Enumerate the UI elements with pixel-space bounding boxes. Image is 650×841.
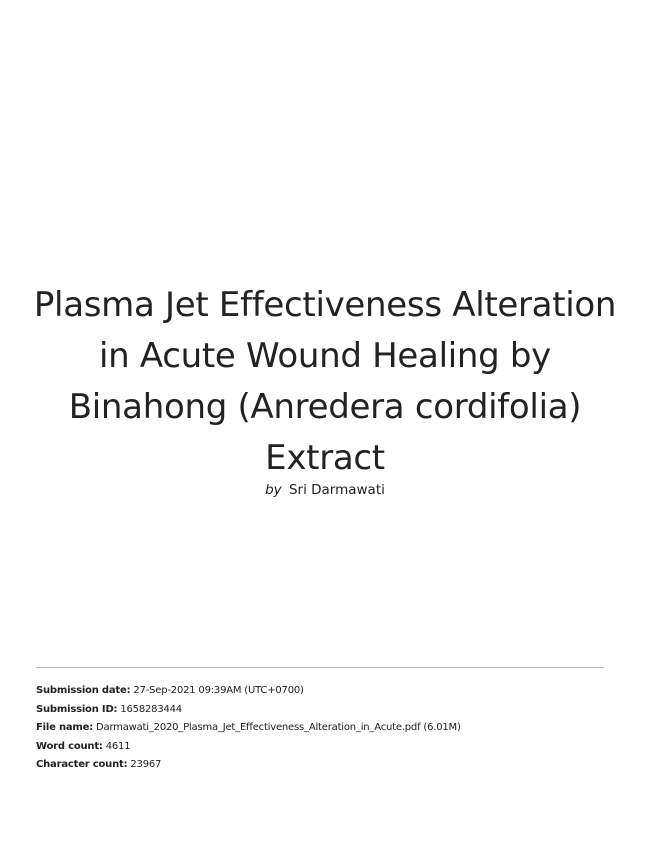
submission-metadata [36,682,616,775]
file-name-row [36,719,616,738]
submission-id-label: Submission ID: [36,703,118,715]
document-title: Plasma Jet Effectiveness Alteration in Acute Wound Healing by Binahong (Anredera cordifolia) Extract [33,285,617,478]
character-count-value: 23967 [130,759,162,770]
author-name: Sri Darmawati [288,482,385,498]
word-count-label: Word count: [36,740,103,752]
word-count-value: 4611 [105,740,131,752]
byline-prefix: by [265,482,282,498]
character-count-row [36,756,616,775]
submission-id-row [36,701,616,720]
submission-date-row [36,682,616,701]
byline [0,482,650,498]
file-name-label: File name: [36,722,94,733]
submission-date-value: 27-Sep-2021 09:39AM (UTC+0700) [133,685,304,696]
file-name-value: Darmawati_2020_Plasma_Jet_Effectiveness_Alteration_in_Acute.pdf (6.01M) [96,722,461,733]
submission-id-value: 1658283444 [120,703,182,715]
divider [36,667,604,668]
submission-date-label: Submission date: [36,685,131,696]
word-count-row [36,738,616,757]
character-count-label: Character count: [36,759,128,770]
